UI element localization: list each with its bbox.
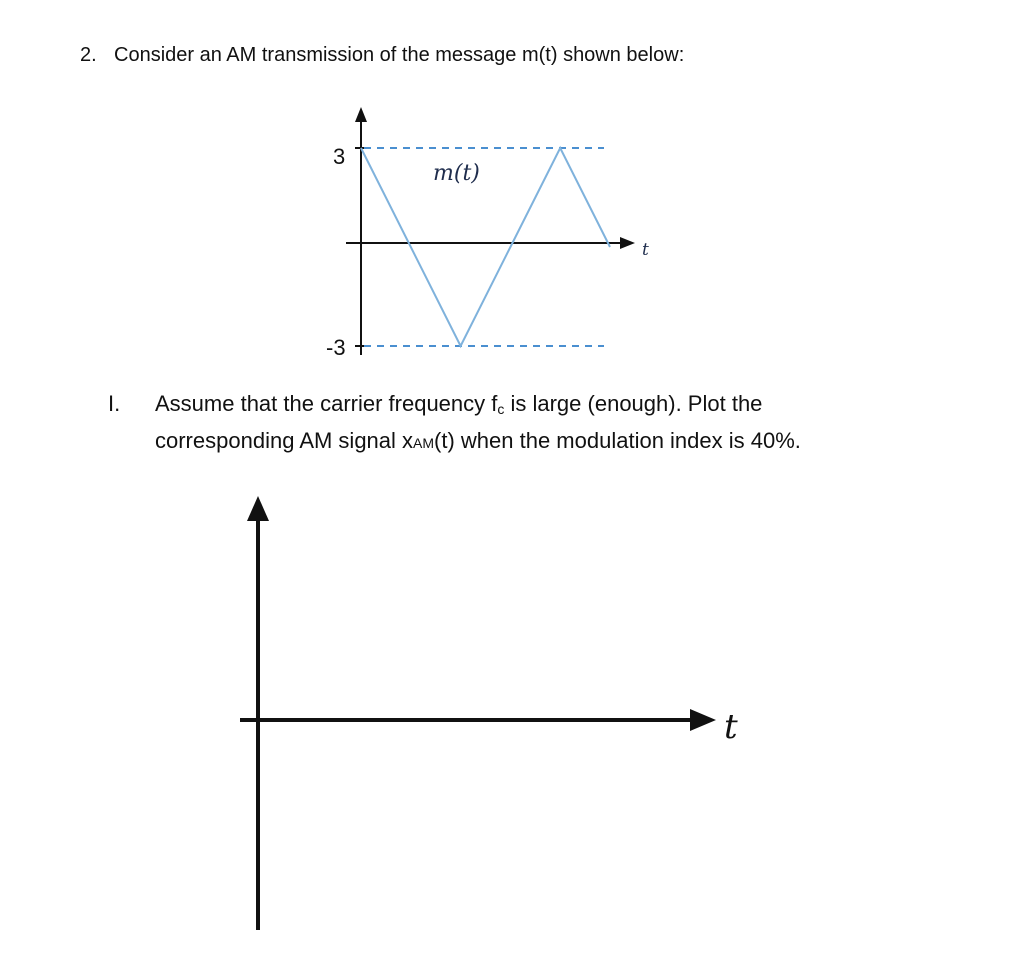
- part-text-line-2-a: corresponding AM signal x: [155, 428, 414, 453]
- answer-y-axis-arrow-icon: [247, 496, 269, 521]
- message-x-label: t: [642, 240, 649, 260]
- answer-x-axis-arrow-icon: [690, 709, 716, 731]
- part-text-line-1-b: is large (enough). Plot the: [504, 391, 763, 416]
- answer-x-label: t: [724, 707, 738, 747]
- question-text: Consider an AM transmission of the message m(t) shown below:: [114, 44, 685, 66]
- question-number: 2.: [80, 44, 97, 66]
- message-x-axis-arrow-icon: [620, 237, 635, 249]
- message-title: m(t): [433, 161, 480, 186]
- y-tick-label-top: 3: [333, 144, 346, 169]
- part-text-line-2-b: (t) when the modulation index is 40%.: [434, 428, 801, 453]
- y-tick-label-bottom: -3: [326, 335, 346, 360]
- part-text: [155, 388, 801, 459]
- part-number: I.: [108, 391, 121, 416]
- message-y-axis-arrow-icon: [355, 107, 367, 122]
- message-signal-line: [361, 148, 610, 346]
- part-text-line-1: [155, 388, 801, 425]
- am-subscript: AM: [413, 435, 435, 451]
- part-text-line-1-a: Assume that the carrier frequency f: [155, 391, 498, 416]
- part-text-line-2: [155, 425, 801, 459]
- carrier-subscript: c: [497, 401, 505, 417]
